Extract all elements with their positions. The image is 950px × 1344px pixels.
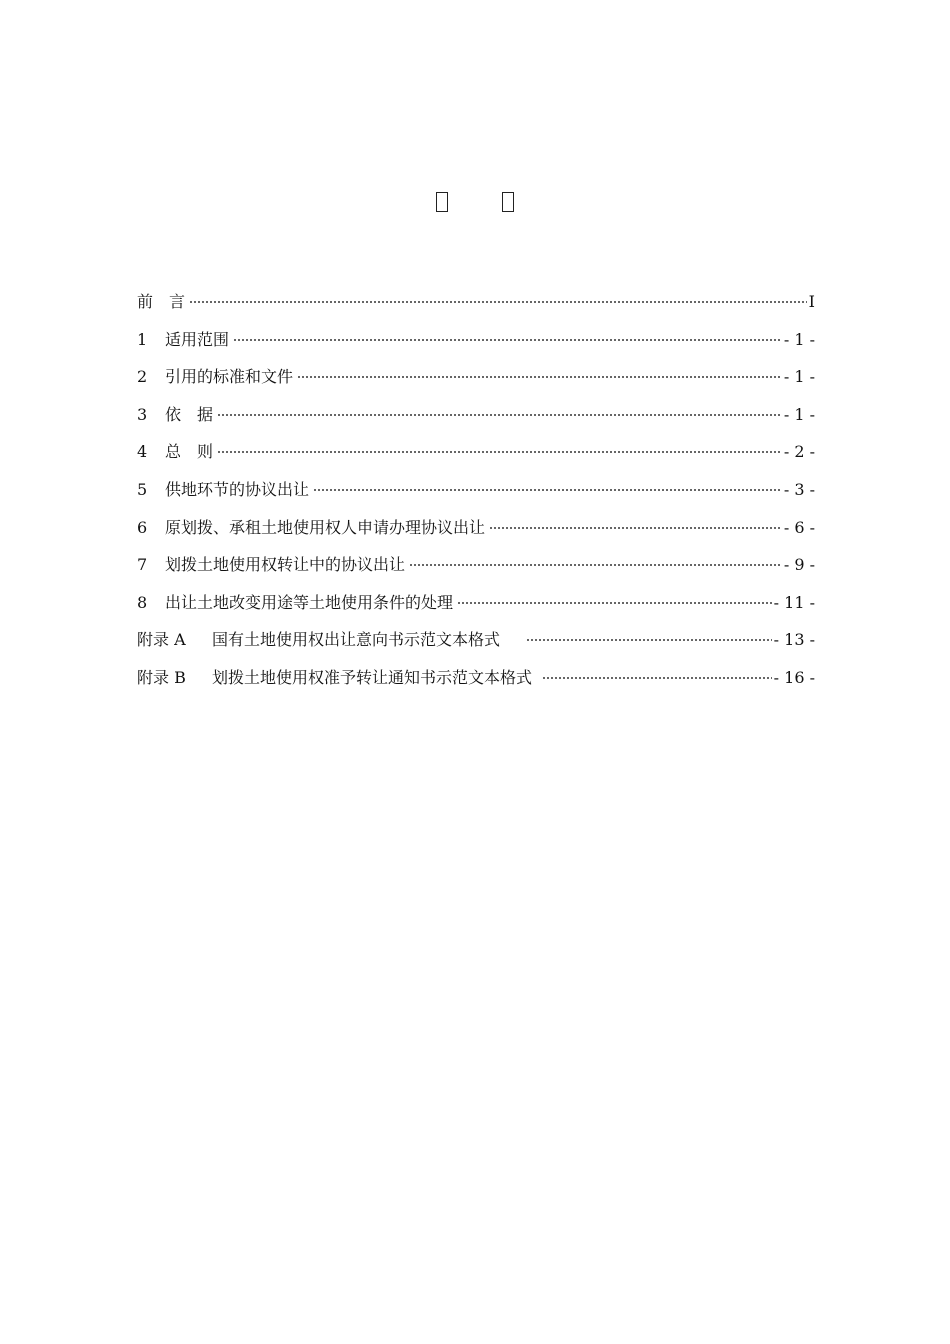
toc-entry-number: 3 [137, 404, 148, 424]
toc-entry-number: 6 [137, 517, 148, 537]
toc-title [0, 186, 950, 214]
toc-entry-5[interactable] [137, 478, 815, 516]
table-of-contents [137, 290, 815, 704]
toc-entry-number: 8 [137, 592, 148, 612]
toc-entry-page: - 3 - [783, 479, 815, 499]
toc-entry-text: 出让土地改变用途等土地使用条件的处理 [165, 592, 454, 612]
toc-entry-text: 原划拨、承租土地使用权人申请办理协议出让 [165, 517, 486, 537]
toc-entry-page: - 2 - [783, 442, 815, 462]
toc-leader-dots [297, 376, 782, 378]
toc-entry-text: 适用范围 [165, 329, 230, 349]
toc-entry-number: 1 [137, 329, 148, 349]
toc-entry-text: 总 则 [165, 442, 214, 462]
toc-entry-page: - 1 - [783, 367, 815, 387]
toc-entry-page: - 16 - [773, 667, 815, 687]
toc-leader-dots [526, 639, 772, 641]
toc-entry-1[interactable] [137, 328, 815, 366]
toc-entry-3[interactable] [137, 403, 815, 441]
toc-entry-8[interactable] [137, 591, 815, 629]
toc-entry-text: 依 据 [165, 404, 214, 424]
toc-leader-dots [217, 414, 782, 416]
toc-entry-number: 2 [137, 367, 148, 387]
toc-entry-number: 5 [137, 479, 148, 499]
toc-leader-dots [233, 339, 782, 341]
toc-entry-text: 引用的标准和文件 [165, 367, 294, 387]
toc-leader-dots [409, 564, 782, 566]
toc-leader-dots [542, 677, 772, 679]
toc-entry-preface[interactable] [137, 290, 815, 328]
missing-glyph-icon [436, 192, 448, 212]
toc-entry-page: - 9 - [783, 555, 815, 575]
toc-entry-number: 附录 B [137, 667, 186, 687]
toc-entry-text: 国有土地使用权出让意向书示范文本格式 [212, 630, 501, 650]
toc-entry-7[interactable] [137, 553, 815, 591]
toc-entry-6[interactable] [137, 516, 815, 554]
toc-entry-text: 前 言 [137, 292, 186, 311]
toc-entry-page: - 6 - [783, 517, 815, 537]
toc-entry-4[interactable] [137, 440, 815, 478]
toc-entry-page: - 11 - [773, 592, 815, 612]
toc-leader-dots [489, 527, 782, 529]
toc-entry-number: 7 [137, 555, 148, 575]
missing-glyph-icon [502, 192, 514, 212]
toc-entry-page: - 1 - [783, 404, 815, 424]
toc-entry-number: 4 [137, 442, 148, 462]
toc-entry-page: - 1 - [783, 329, 815, 349]
toc-entry-appendix-b[interactable] [137, 666, 815, 704]
toc-leader-dots [313, 489, 782, 491]
toc-entry-text: 划拨土地使用权转让中的协议出让 [165, 555, 406, 575]
toc-entry-text: 供地环节的协议出让 [165, 479, 310, 499]
toc-entry-number: 附录 A [137, 630, 186, 650]
toc-entry-page: - 13 - [773, 630, 815, 650]
toc-entry-page: I [808, 292, 815, 311]
toc-leader-dots [217, 451, 782, 453]
toc-entry-2[interactable] [137, 365, 815, 403]
toc-entry-text: 划拨土地使用权准予转让通知书示范文本格式 [212, 667, 533, 687]
toc-entry-appendix-a[interactable] [137, 628, 815, 666]
toc-leader-dots [457, 602, 772, 604]
toc-leader-dots [189, 301, 807, 303]
